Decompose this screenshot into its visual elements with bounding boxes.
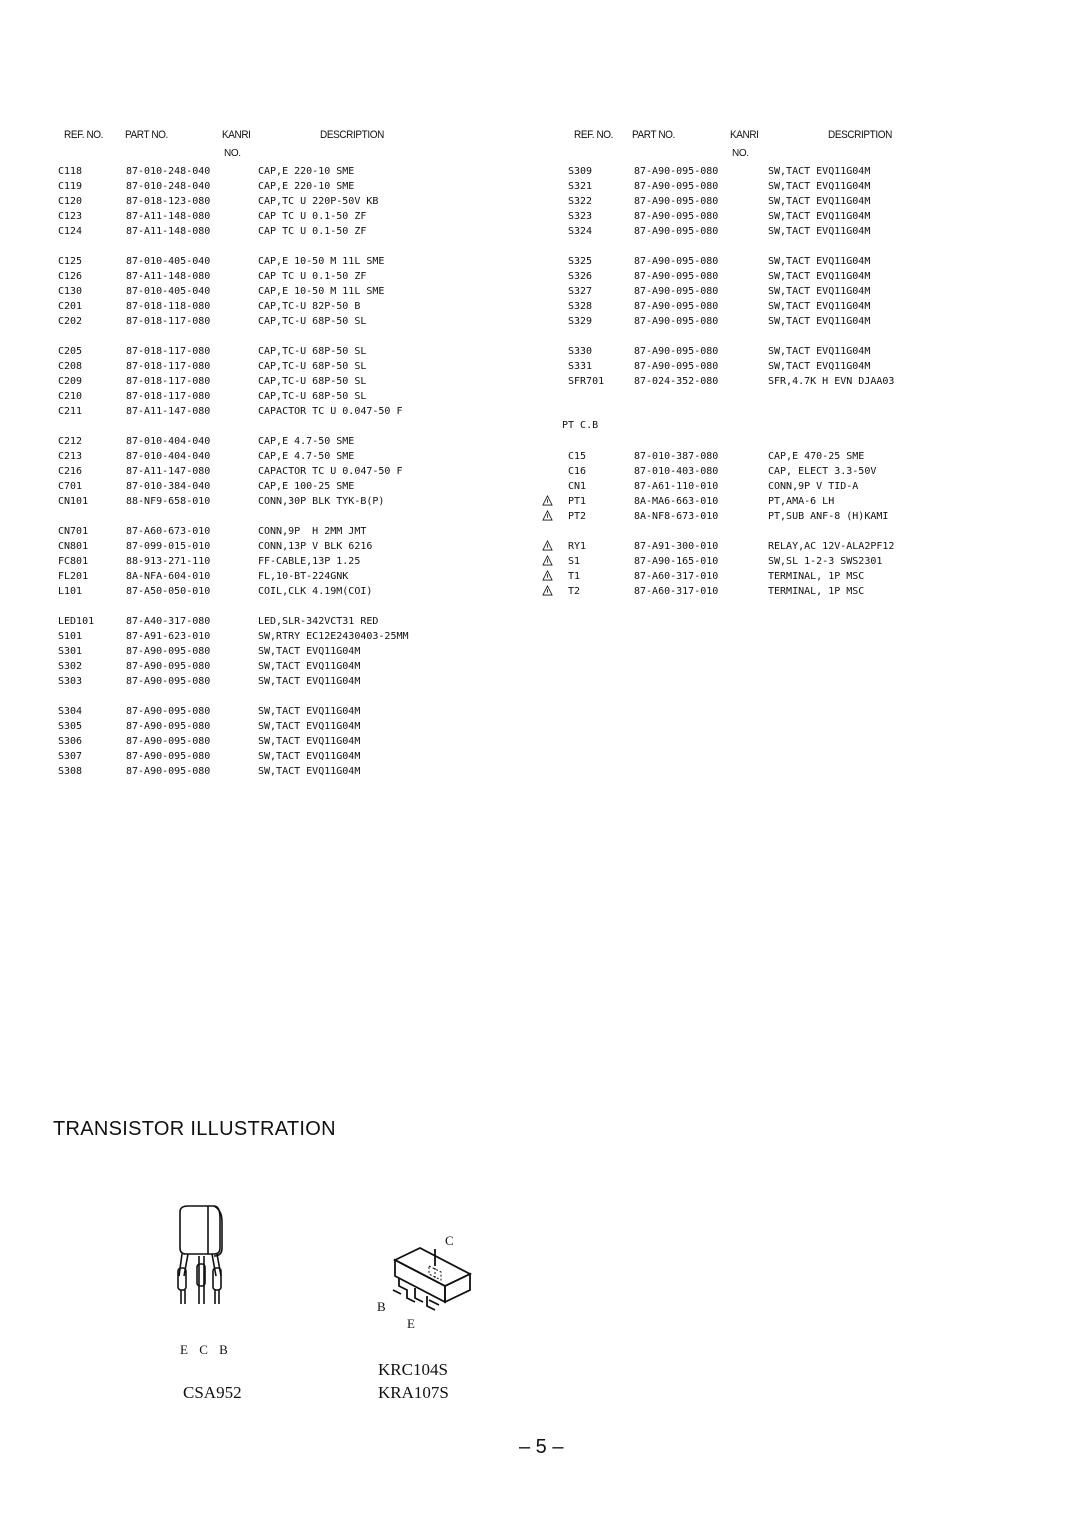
warning-icon: [542, 585, 553, 596]
parts-table-left: [58, 164, 488, 779]
part-no-cell: 87-010-248-040: [126, 181, 211, 192]
krc104s-part-name: KRC104S: [378, 1360, 448, 1379]
table-row: [58, 584, 488, 599]
part-no-cell: 87-A90-095-080: [634, 181, 719, 192]
warning-icon: [542, 495, 553, 506]
part-no-cell: 87-A90-095-080: [634, 256, 719, 267]
description-cell: CONN,9P V TID-A: [768, 481, 859, 492]
description-cell: CAP TC U 0.1-50 ZF: [258, 226, 367, 237]
description-cell: SW,SL 1-2-3 SWS2301: [768, 556, 883, 567]
table-row: [528, 254, 958, 269]
group-spacer: [58, 419, 488, 434]
part-no-cell: 87-010-404-040: [126, 436, 211, 447]
table-row: [528, 269, 958, 284]
group-spacer: [58, 509, 488, 524]
part-no-cell: 87-018-117-080: [126, 316, 211, 327]
ref-no-cell: T2: [568, 586, 581, 597]
table-row: [58, 539, 488, 554]
table-row: [528, 194, 958, 209]
part-no-cell: 87-010-384-040: [126, 481, 211, 492]
part-no-cell: 87-A11-148-080: [126, 226, 211, 237]
part-no-cell: 87-010-403-080: [634, 466, 719, 477]
group-spacer: [58, 599, 488, 614]
table-row: [58, 704, 488, 719]
ref-no-cell: S304: [58, 706, 83, 717]
header-description-right: DESCRIPTION: [828, 129, 892, 142]
ref-no-cell: C209: [58, 376, 83, 387]
table-row: [58, 269, 488, 284]
table-row: [528, 539, 958, 554]
part-no-cell: 87-A90-095-080: [126, 721, 211, 732]
part-no-cell: 87-A90-095-080: [634, 301, 719, 312]
table-row: [528, 479, 958, 494]
description-cell: CAP, ELECT 3.3-50V: [768, 466, 877, 477]
table-row: [58, 674, 488, 689]
table-row: [58, 734, 488, 749]
table-row: [58, 659, 488, 674]
ref-no-cell: C208: [58, 361, 83, 372]
ref-no-cell: LED101: [58, 616, 95, 627]
description-cell: CAP,TC-U 68P-50 SL: [258, 391, 367, 402]
description-cell: PT,SUB ANF-8 (H)KAMI: [768, 511, 889, 522]
table-row: [58, 164, 488, 179]
part-no-cell: 87-018-118-080: [126, 301, 211, 312]
description-cell: SW,TACT EVQ11G04M: [258, 751, 361, 762]
ref-no-cell: PT2: [568, 511, 587, 522]
description-cell: CONN,13P V BLK 6216: [258, 541, 373, 552]
description-cell: CAP,E 10-50 M 11L SME: [258, 256, 385, 267]
description-cell: SW,TACT EVQ11G04M: [768, 256, 871, 267]
parts-table-right-main: [528, 164, 958, 389]
description-cell: CAP TC U 0.1-50 ZF: [258, 271, 367, 282]
header-ref-no: REF. NO.: [64, 129, 104, 142]
csa952-pin-labels: E C B: [180, 1342, 232, 1357]
part-no-cell: 87-A90-095-080: [126, 706, 211, 717]
ref-no-cell: S328: [568, 301, 593, 312]
ref-no-cell: S307: [58, 751, 83, 762]
description-cell: CAP,E 10-50 M 11L SME: [258, 286, 385, 297]
description-cell: SW,TACT EVQ11G04M: [768, 166, 871, 177]
description-cell: SW,TACT EVQ11G04M: [768, 316, 871, 327]
ref-no-cell: S308: [58, 766, 83, 777]
smd-pin-b-label: B: [377, 1299, 386, 1314]
description-cell: CAP,E 220-10 SME: [258, 181, 355, 192]
ref-no-cell: S309: [568, 166, 593, 177]
kra107s-part-name: KRA107S: [378, 1383, 449, 1402]
description-cell: PT,AMA-6 LH: [768, 496, 835, 507]
page-number: – 5 –: [519, 1436, 564, 1458]
csa952-part-name: CSA952: [183, 1383, 242, 1402]
csa952-to92-drawing: [168, 1198, 238, 1308]
part-no-cell: 8A-MA6-663-010: [634, 496, 719, 507]
ref-no-cell: S306: [58, 736, 83, 747]
description-cell: SW,TACT EVQ11G04M: [768, 301, 871, 312]
part-no-cell: 87-010-387-080: [634, 451, 719, 462]
part-no-cell: 87-A91-623-010: [126, 631, 211, 642]
table-row: [528, 494, 958, 509]
part-no-cell: 87-A11-147-080: [126, 406, 211, 417]
part-no-cell: 87-A90-095-080: [634, 226, 719, 237]
ref-no-cell: C125: [58, 256, 83, 267]
table-row: [58, 644, 488, 659]
ref-no-cell: C201: [58, 301, 83, 312]
description-cell: FL,10-BT-224GNK: [258, 571, 349, 582]
ref-no-cell: CN1: [568, 481, 587, 492]
part-no-cell: 87-010-405-040: [126, 286, 211, 297]
description-cell: SW,RTRY EC12E2430403-25MM: [258, 631, 409, 642]
ref-no-cell: S303: [58, 676, 83, 687]
part-no-cell: 87-A90-095-080: [126, 646, 211, 657]
description-cell: LED,SLR-342VCT31 RED: [258, 616, 379, 627]
ref-no-cell: S329: [568, 316, 593, 327]
part-no-cell: 87-A60-673-010: [126, 526, 211, 537]
table-row: [58, 554, 488, 569]
description-cell: SW,TACT EVQ11G04M: [768, 346, 871, 357]
ref-no-cell: C213: [58, 451, 83, 462]
ref-no-cell: C15: [568, 451, 587, 462]
description-cell: FF-CABLE,13P 1.25: [258, 556, 361, 567]
table-row: [528, 224, 958, 239]
description-cell: CAP,E 470-25 SME: [768, 451, 865, 462]
table-row: [528, 314, 958, 329]
part-no-cell: 8A-NF8-673-010: [634, 511, 719, 522]
part-no-cell: 87-018-117-080: [126, 361, 211, 372]
part-no-cell: 87-A61-110-010: [634, 481, 719, 492]
part-no-cell: 87-018-117-080: [126, 346, 211, 357]
ref-no-cell: S305: [58, 721, 83, 732]
description-cell: RELAY,AC 12V-ALA2PF12: [768, 541, 895, 552]
table-row: [58, 404, 488, 419]
part-no-cell: 87-099-015-010: [126, 541, 211, 552]
description-cell: SW,TACT EVQ11G04M: [258, 646, 361, 657]
part-no-cell: 87-A90-095-080: [634, 196, 719, 207]
description-cell: CAP,TC U 220P-50V KB: [258, 196, 379, 207]
ref-no-cell: CN701: [58, 526, 89, 537]
ref-no-cell: C211: [58, 406, 83, 417]
pt-board-section-title: PT C.B: [562, 420, 599, 431]
part-no-cell: 87-A91-300-010: [634, 541, 719, 552]
table-row: [58, 299, 488, 314]
group-spacer: [528, 524, 958, 539]
parts-table-right-pt: [528, 449, 958, 599]
ref-no-cell: T1: [568, 571, 581, 582]
description-cell: SW,TACT EVQ11G04M: [768, 271, 871, 282]
header-part-no-right: PART NO.: [632, 129, 675, 142]
group-spacer: [58, 239, 488, 254]
ref-no-cell: C216: [58, 466, 83, 477]
part-no-cell: 88-NF9-658-010: [126, 496, 211, 507]
krc104s-smd-drawing: [385, 1240, 485, 1315]
table-row: [58, 254, 488, 269]
table-row: [58, 614, 488, 629]
ref-no-cell: S322: [568, 196, 593, 207]
ref-no-cell: FC801: [58, 556, 89, 567]
table-row: [58, 224, 488, 239]
table-row: [58, 749, 488, 764]
ref-no-cell: L101: [58, 586, 83, 597]
part-no-cell: 87-A90-095-080: [126, 736, 211, 747]
ref-no-cell: S325: [568, 256, 593, 267]
part-no-cell: 87-024-352-080: [634, 376, 719, 387]
part-no-cell: 87-A40-317-080: [126, 616, 211, 627]
warning-icon: [542, 540, 553, 551]
table-row: [528, 179, 958, 194]
header-kanri: KANRI: [222, 129, 251, 142]
table-row: [58, 179, 488, 194]
part-no-cell: 87-A90-095-080: [634, 166, 719, 177]
part-no-cell: 87-A11-147-080: [126, 466, 211, 477]
table-row: [58, 434, 488, 449]
group-spacer: [58, 689, 488, 704]
ref-no-cell: S327: [568, 286, 593, 297]
ref-no-cell: S1: [568, 556, 581, 567]
part-no-cell: 87-A90-095-080: [126, 661, 211, 672]
table-row: [528, 569, 958, 584]
ref-no-cell: C124: [58, 226, 83, 237]
table-row: [528, 374, 958, 389]
description-cell: CAP,E 4.7-50 SME: [258, 451, 355, 462]
table-row: [58, 284, 488, 299]
table-row: [528, 284, 958, 299]
ref-no-cell: CN101: [58, 496, 89, 507]
ref-no-cell: C119: [58, 181, 83, 192]
ref-no-cell: C120: [58, 196, 83, 207]
table-row: [528, 299, 958, 314]
header-description: DESCRIPTION: [320, 129, 384, 142]
description-cell: CAP,E 100-25 SME: [258, 481, 355, 492]
table-row: [58, 524, 488, 539]
transistor-illustration-title: TRANSISTOR ILLUSTRATION: [53, 1118, 336, 1140]
description-cell: SW,TACT EVQ11G04M: [258, 721, 361, 732]
description-cell: CONN,30P BLK TYK-B(P): [258, 496, 385, 507]
description-cell: SW,TACT EVQ11G04M: [768, 211, 871, 222]
description-cell: SW,TACT EVQ11G04M: [258, 736, 361, 747]
part-no-cell: 87-A90-095-080: [126, 766, 211, 777]
table-row: [528, 209, 958, 224]
smd-pin-e-label: E: [407, 1316, 415, 1331]
part-no-cell: 87-A90-095-080: [634, 361, 719, 372]
table-row: [58, 464, 488, 479]
ref-no-cell: CN801: [58, 541, 89, 552]
table-row: [58, 359, 488, 374]
part-no-cell: 8A-NFA-604-010: [126, 571, 211, 582]
ref-no-cell: SFR701: [568, 376, 605, 387]
table-row: [528, 359, 958, 374]
ref-no-cell: C701: [58, 481, 83, 492]
ref-no-cell: S301: [58, 646, 83, 657]
description-cell: CAPACTOR TC U 0.047-50 F: [258, 466, 403, 477]
table-row: [528, 344, 958, 359]
description-cell: SW,TACT EVQ11G04M: [768, 181, 871, 192]
ref-no-cell: PT1: [568, 496, 587, 507]
ref-no-cell: C212: [58, 436, 83, 447]
part-no-cell: 88-913-271-110: [126, 556, 211, 567]
header-part-no: PART NO.: [125, 129, 168, 142]
header-kanri-right: KANRI: [730, 129, 759, 142]
table-row: [58, 374, 488, 389]
part-no-cell: 87-010-404-040: [126, 451, 211, 462]
ref-no-cell: C205: [58, 346, 83, 357]
part-no-cell: 87-A90-095-080: [634, 271, 719, 282]
part-no-cell: 87-A90-095-080: [634, 316, 719, 327]
description-cell: SW,TACT EVQ11G04M: [258, 676, 361, 687]
ref-no-cell: C126: [58, 271, 83, 282]
part-no-cell: 87-A50-050-010: [126, 586, 211, 597]
description-cell: CAP,TC-U 68P-50 SL: [258, 361, 367, 372]
description-cell: SW,TACT EVQ11G04M: [258, 706, 361, 717]
group-spacer: [528, 239, 958, 254]
part-no-cell: 87-018-117-080: [126, 391, 211, 402]
description-cell: SW,TACT EVQ11G04M: [258, 766, 361, 777]
header-ref-no-right: REF. NO.: [574, 129, 614, 142]
ref-no-cell: FL201: [58, 571, 89, 582]
part-no-cell: 87-A90-095-080: [634, 286, 719, 297]
part-no-cell: 87-010-405-040: [126, 256, 211, 267]
table-row: [58, 569, 488, 584]
ref-no-cell: S302: [58, 661, 83, 672]
ref-no-cell: RY1: [568, 541, 587, 552]
ref-no-cell: S330: [568, 346, 593, 357]
table-row: [528, 554, 958, 569]
table-row: [58, 314, 488, 329]
warning-icon: [542, 555, 553, 566]
ref-no-cell: S101: [58, 631, 83, 642]
table-row: [58, 479, 488, 494]
part-no-cell: 87-A90-095-080: [634, 211, 719, 222]
table-row: [58, 719, 488, 734]
ref-no-cell: S321: [568, 181, 593, 192]
part-no-cell: 87-A90-095-080: [126, 751, 211, 762]
warning-icon: [542, 510, 553, 521]
ref-no-cell: C210: [58, 391, 83, 402]
description-cell: CAP,TC-U 68P-50 SL: [258, 346, 367, 357]
description-cell: SW,TACT EVQ11G04M: [768, 286, 871, 297]
description-cell: COIL,CLK 4.19M(COI): [258, 586, 373, 597]
description-cell: CAP,E 4.7-50 SME: [258, 436, 355, 447]
description-cell: TERMINAL, 1P MSC: [768, 586, 865, 597]
warning-icon: [542, 570, 553, 581]
description-cell: CAPACTOR TC U 0.047-50 F: [258, 406, 403, 417]
smd-pin-c-label: C: [445, 1233, 454, 1248]
part-no-cell: 87-A11-148-080: [126, 211, 211, 222]
description-cell: SW,TACT EVQ11G04M: [768, 361, 871, 372]
description-cell: TERMINAL, 1P MSC: [768, 571, 865, 582]
table-row: [528, 464, 958, 479]
table-row: [58, 389, 488, 404]
description-cell: CAP,E 220-10 SME: [258, 166, 355, 177]
description-cell: SW,TACT EVQ11G04M: [258, 661, 361, 672]
part-no-cell: 87-010-248-040: [126, 166, 211, 177]
ref-no-cell: C118: [58, 166, 83, 177]
table-row: [58, 344, 488, 359]
header-kanri-no: NO.: [224, 148, 241, 159]
description-cell: CONN,9P H 2MM JMT: [258, 526, 367, 537]
ref-no-cell: S324: [568, 226, 593, 237]
description-cell: SW,TACT EVQ11G04M: [768, 226, 871, 237]
table-row: [528, 164, 958, 179]
description-cell: CAP,TC-U 82P-50 B: [258, 301, 361, 312]
table-row: [58, 764, 488, 779]
description-cell: CAP TC U 0.1-50 ZF: [258, 211, 367, 222]
part-no-cell: 87-018-117-080: [126, 376, 211, 387]
table-row: [528, 584, 958, 599]
table-row: [528, 509, 958, 524]
ref-no-cell: C123: [58, 211, 83, 222]
ref-no-cell: C202: [58, 316, 83, 327]
ref-no-cell: C130: [58, 286, 83, 297]
description-cell: SFR,4.7K H EVN DJAA03: [768, 376, 895, 387]
part-no-cell: 87-018-123-080: [126, 196, 211, 207]
table-row: [58, 629, 488, 644]
table-row: [58, 194, 488, 209]
header-kanri-no-right: NO.: [732, 148, 749, 159]
part-no-cell: 87-A90-095-080: [126, 676, 211, 687]
group-spacer: [528, 329, 958, 344]
part-no-cell: 87-A60-317-010: [634, 571, 719, 582]
group-spacer: [58, 329, 488, 344]
ref-no-cell: S326: [568, 271, 593, 282]
table-row: [58, 209, 488, 224]
ref-no-cell: C16: [568, 466, 587, 477]
ref-no-cell: S323: [568, 211, 593, 222]
part-no-cell: 87-A90-165-010: [634, 556, 719, 567]
table-row: [528, 449, 958, 464]
description-cell: CAP,TC-U 68P-50 SL: [258, 376, 367, 387]
table-row: [58, 449, 488, 464]
ref-no-cell: S331: [568, 361, 593, 372]
description-cell: CAP,TC-U 68P-50 SL: [258, 316, 367, 327]
description-cell: SW,TACT EVQ11G04M: [768, 196, 871, 207]
part-no-cell: 87-A11-148-080: [126, 271, 211, 282]
table-row: [58, 494, 488, 509]
part-no-cell: 87-A60-317-010: [634, 586, 719, 597]
part-no-cell: 87-A90-095-080: [634, 346, 719, 357]
